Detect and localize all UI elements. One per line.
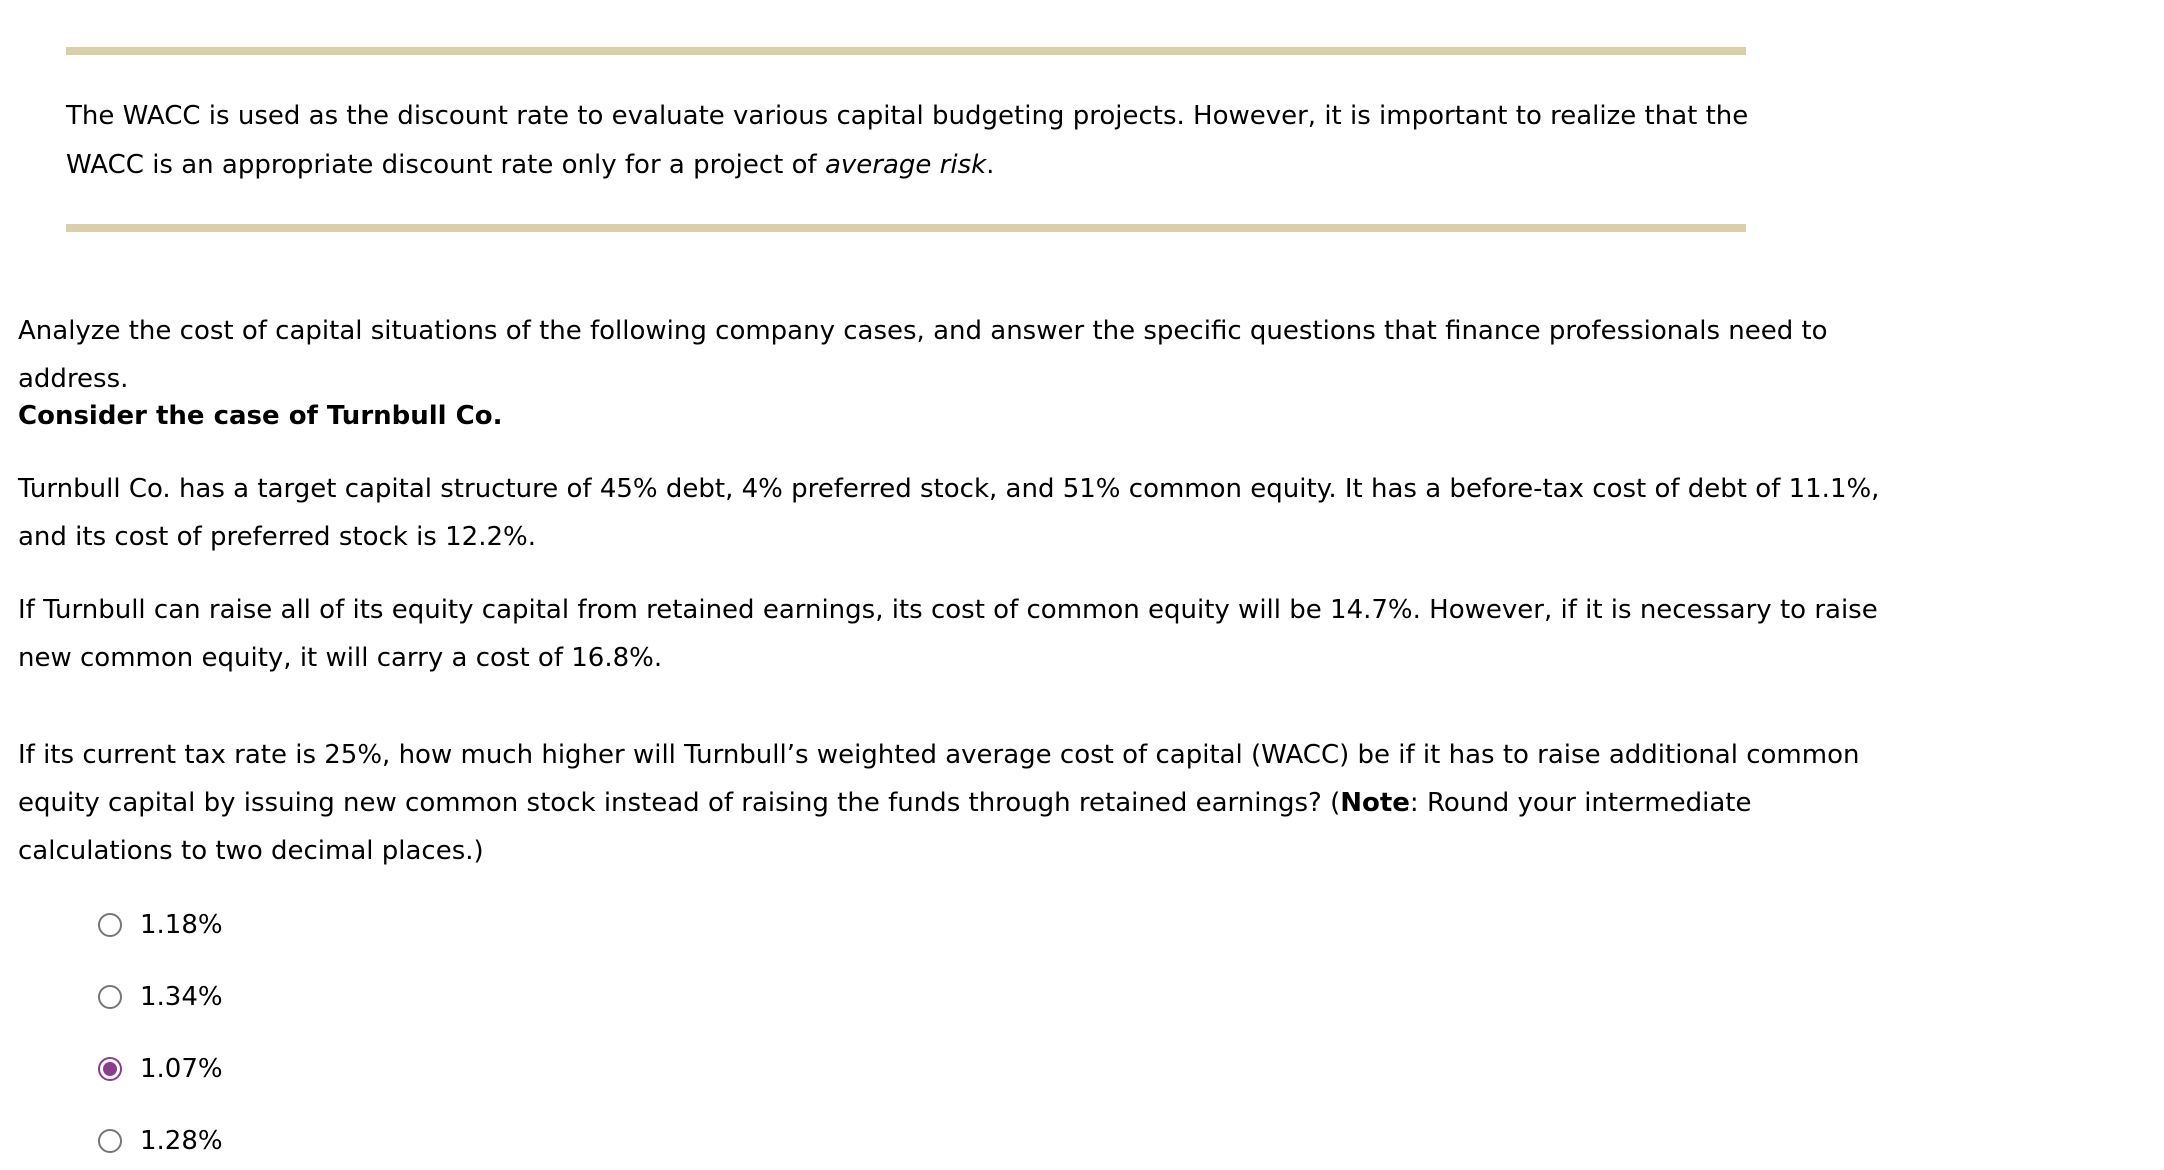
bottom-divider — [66, 224, 1746, 232]
intro-text: Analyze the cost of capital situations of the following company cases, and answer the specific questions that finance professionals need to address. — [18, 316, 1828, 394]
question-text: If its current tax rate is 25%, how much higher will Turnbull’s weighted average cost of capital (WACC) be if it has to raise additional common equity capital by issuing new common stock instead of raising the funds through retained earnings? (Note: Round your intermediate calculations to two decimal places.) — [18, 740, 1860, 866]
radio-button-selected[interactable] — [98, 1057, 122, 1081]
answer-option[interactable] — [98, 1121, 223, 1161]
option-label: 1.18% — [140, 910, 223, 940]
note-label: Note — [1340, 788, 1410, 818]
top-divider — [66, 47, 1746, 55]
option-label: 1.07% — [140, 1054, 223, 1084]
option-label: 1.34% — [140, 982, 223, 1012]
equity-cost-paragraph: If Turnbull can raise all of its equity capital from retained earnings, its cost of common equity will be 14.7%. However, if it is necessary to raise new common equity, it will carry a cost of 16.8%. — [18, 595, 1878, 673]
answer-option[interactable] — [98, 977, 223, 1017]
answer-option[interactable] — [98, 905, 223, 945]
wacc-note: The WACC is used as the discount rate to evaluate various capital budgeting projects. However, it is important to realize that the WACC is an appropriate discount rate only for a project of average risk. — [66, 101, 1749, 180]
option-label: 1.28% — [140, 1126, 223, 1156]
average-risk-emphasis: average risk — [824, 150, 987, 180]
radio-button[interactable] — [98, 913, 122, 937]
answer-option[interactable] — [98, 1049, 223, 1089]
case-heading: Consider the case of Turnbull Co. — [18, 401, 503, 431]
capital-structure-paragraph: Turnbull Co. has a target capital structure of 45% debt, 4% preferred stock, and 51% common equity. It has a before-tax cost of debt of 11.1%, and its cost of preferred stock is 12.2%. — [18, 474, 1880, 552]
radio-button[interactable] — [98, 985, 122, 1009]
radio-button[interactable] — [98, 1129, 122, 1153]
